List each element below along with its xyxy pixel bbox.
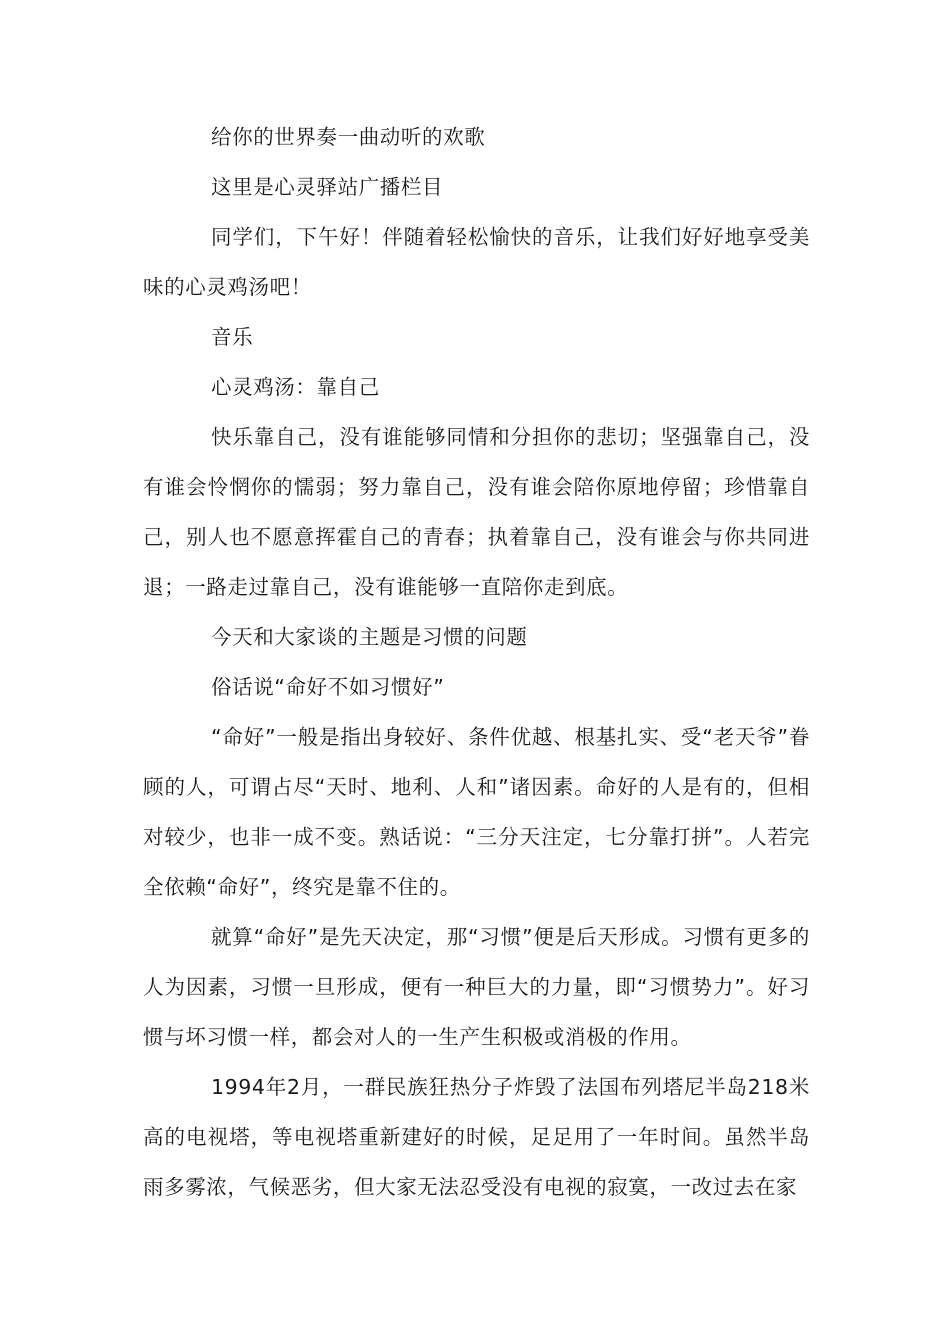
paragraph-self-reliance: 快乐靠自己，没有谁能够同情和分担你的悲切；坚强靠自己，没有谁会怜惘你的懦弱；努力靠自己，没有谁会陪你原地停留；珍惜靠自己，别人也不愿意挥霍自己的青春；执着靠自己，没有谁会与你共同进退；一路走过靠自己，没有谁能够一直陪你走到底。 xyxy=(143,425,810,599)
paragraph-proverb: 俗话说“命好不如习惯好” xyxy=(211,675,445,699)
paragraph-music: 音乐 xyxy=(211,325,254,349)
document-body xyxy=(143,112,810,1212)
paragraph-story: 1994年2月，一群民族狂热分子炸毁了法国布列塔尼半岛218米高的电视塔，等电视塔重新建好的时候，足足用了一年时间。虽然半岛雨多雾浓，气候恶劣，但大家无法忍受没有电视的寂寞，一改过去在家 xyxy=(143,1075,810,1199)
paragraph-greeting: 同学们，下午好！伴随着轻松愉快的音乐，让我们好好地享受美味的心灵鸡汤吧！ xyxy=(143,225,810,299)
paragraph-program-intro: 这里是心灵驿站广播栏目 xyxy=(211,175,444,199)
paragraph-section-heading: 心灵鸡汤：靠自己 xyxy=(211,375,380,399)
paragraph-opening-line: 给你的世界奏一曲动听的欢歌 xyxy=(211,125,486,149)
paragraph-topic: 今天和大家谈的主题是习惯的问题 xyxy=(211,625,528,649)
paragraph-habit: 就算“命好”是先天决定，那“习惯”便是后天形成。习惯有更多的人为因素，习惯一旦形成，便有一种巨大的力量，即“习惯势力”。好习惯与坏习惯一样，都会对人的一生产生积极或消极的作用。 xyxy=(143,925,810,1049)
paragraph-good-fate: “命好”一般是指出身较好、条件优越、根基扎实、受“老天爷”眷顾的人，可谓占尽“天时、地利、人和”诸因素。命好的人是有的，但相对较少，也非一成不变。熟话说：“三分天注定，七分靠打拼”。人若完全依赖“命好”，终究是靠不住的。 xyxy=(143,725,810,899)
